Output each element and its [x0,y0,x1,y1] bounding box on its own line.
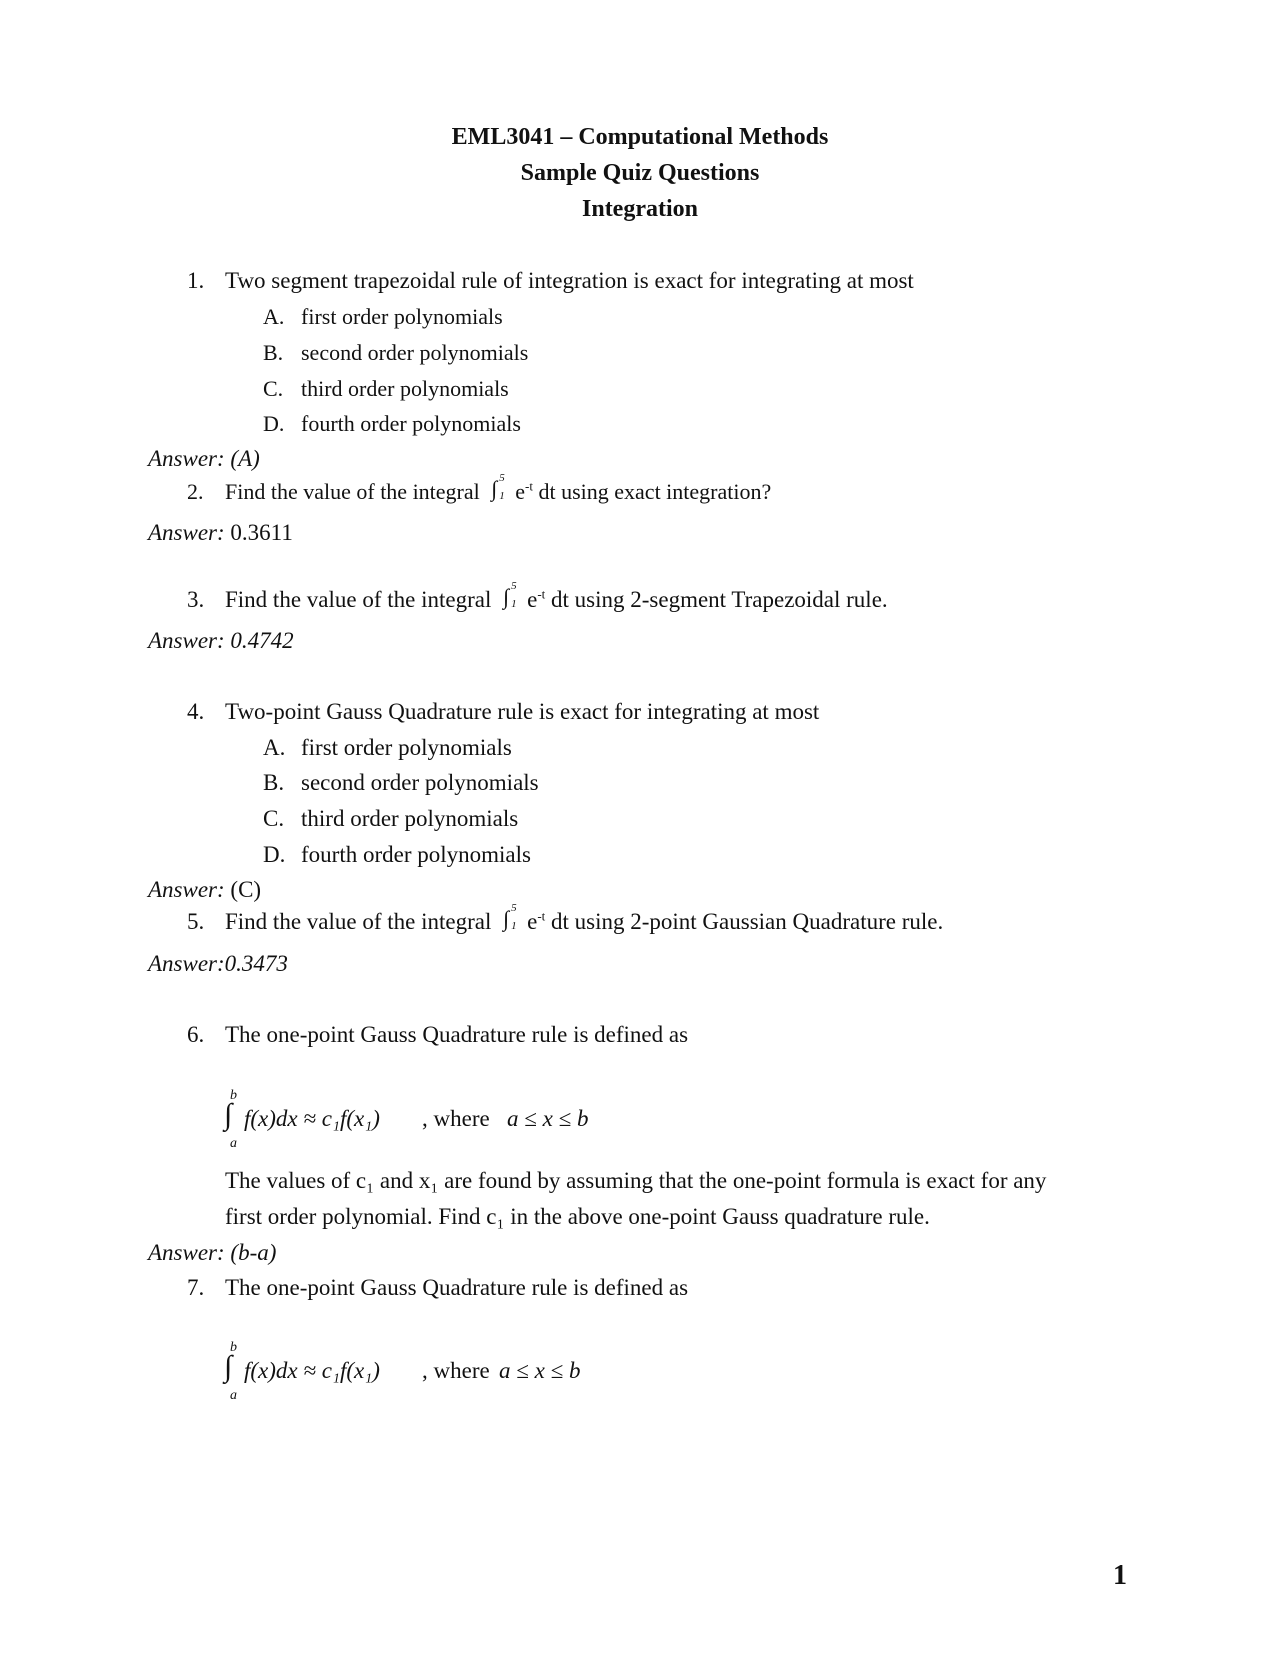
q7-formula: b ∫ a f(x)dx ≈ c₁f(x₁) , where a ≤ x ≤ b [224,1340,581,1403]
q6-answer: Answer: (b-a) [148,1240,277,1265]
question-6: 6. The one-point Gauss Quadrature rule is defined as [187,1022,689,1047]
page-number: 1 [1113,1560,1127,1591]
document-subtitle: Sample Quiz Questions [520,160,760,186]
integral-symbol: ∫ 5 1 [503,902,517,932]
q4-option-a: A. first order polynomials [263,735,512,760]
q4-option-c: C. third order polynomials [263,806,519,831]
q1-option-a: A. first order polynomials [263,304,503,329]
question-5: 5. Find the value of the integral ∫ 5 1 $e^{-t}$ dt using 2-point Gaussian Quadrature rule. [187,902,944,934]
integral-symbol: ∫ 5 1 [503,580,517,610]
question-text: Two segment trapezoidal rule of integration is exact for integrating at most [225,268,914,293]
q1-option-b: B. second order polynomials [263,340,529,365]
q6-formula: b ∫ a f(x)dx ≈ c₁f(x₁) , where a ≤ x ≤ b [224,1088,589,1151]
q4-answer: Answer: (C) [148,877,262,902]
course-title: EML3041 – Computational Methods [451,124,829,150]
q6-paragraph-line-1: The values of c₁ and x₁ are found by assuming that the one-point formula is exact for any [225,1168,1047,1193]
q1-option-c: C. third order polynomials [263,376,509,401]
question-1 [187,268,914,294]
question-2: 2. Find the value of the integral ∫ 5 1 $e^{-t}$ dt using exact integration? [187,472,772,504]
q3-answer: Answer: 0.4742 [148,628,294,653]
question-3: 3. Find the value of the integral ∫ 5 1 $e^{-t}$ dt using 2-segment Trapezoidal rule. [187,580,888,612]
q6-paragraph-line-2: first order polynomial. Find c₁ in the above one-point Gauss quadrature rule. [225,1204,930,1229]
q2-answer: Answer: 0.3611 [148,520,293,545]
question-number: 1. [187,268,205,293]
question-7: 7. The one-point Gauss Quadrature rule is defined as [187,1275,689,1300]
question-4: 4. Two-point Gauss Quadrature rule is exact for integrating at most [187,699,820,724]
q4-option-d: D. fourth order polynomials [263,842,531,867]
q5-answer: Answer:0.3473 [148,951,288,976]
integral-symbol: ∫ 5 1 [491,472,505,502]
q1-option-d: D. fourth order polynomials [263,411,521,436]
topic-title: Integration [582,196,698,222]
q1-answer: Answer: (A) [148,446,260,471]
q4-option-b: B. second order polynomials [263,770,539,795]
